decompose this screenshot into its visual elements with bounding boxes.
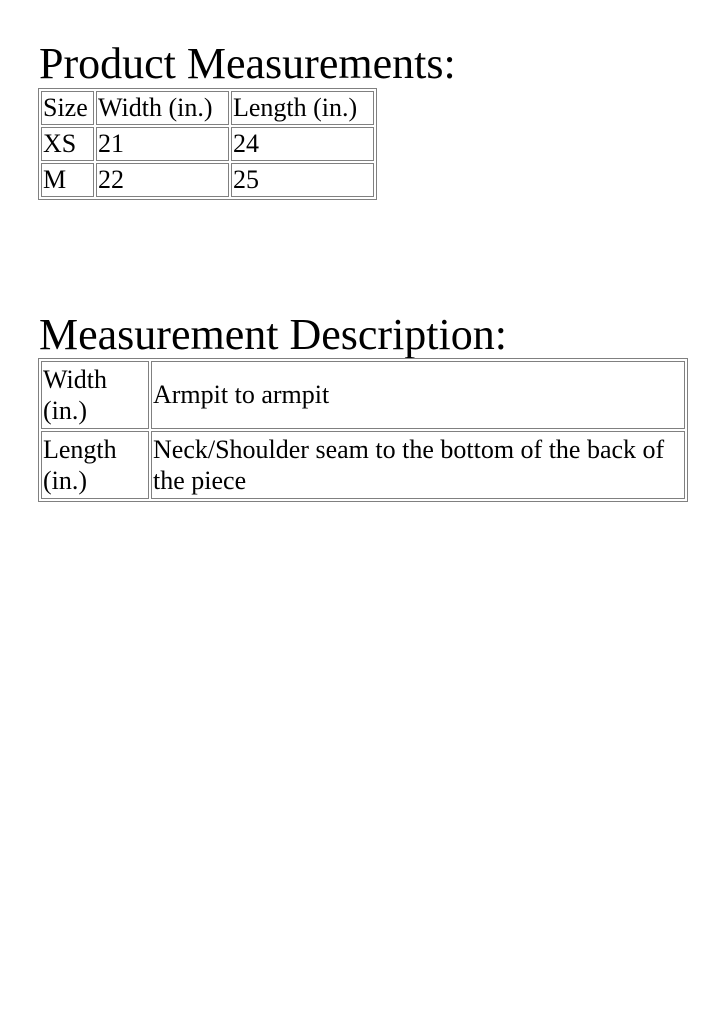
measurement-description-table: [38, 358, 688, 502]
table-header-row: [41, 91, 374, 125]
length-cell: 24: [231, 127, 374, 161]
measurement-description-title: Measurement Description:: [39, 310, 507, 359]
size-cell: XS: [41, 127, 94, 161]
product-measurements-title: Product Measurements:: [39, 39, 456, 88]
measurement-description-cell: Armpit to armpit: [151, 361, 685, 429]
size-cell: M: [41, 163, 94, 197]
header-size: Size: [41, 91, 94, 125]
table-row: [41, 127, 374, 161]
product-measurements-table: [38, 88, 377, 200]
measurement-name-cell: Length (in.): [41, 431, 149, 499]
length-cell: 25: [231, 163, 374, 197]
table-row: [41, 163, 374, 197]
width-cell: 21: [96, 127, 229, 161]
header-width: Width (in.): [96, 91, 229, 125]
width-cell: 22: [96, 163, 229, 197]
measurement-name-cell: Width (in.): [41, 361, 149, 429]
table-row: [41, 361, 685, 429]
measurement-description-cell: Neck/Shoulder seam to the bottom of the back of the piece: [151, 431, 685, 499]
header-length: Length (in.): [231, 91, 374, 125]
table-row: [41, 431, 685, 499]
